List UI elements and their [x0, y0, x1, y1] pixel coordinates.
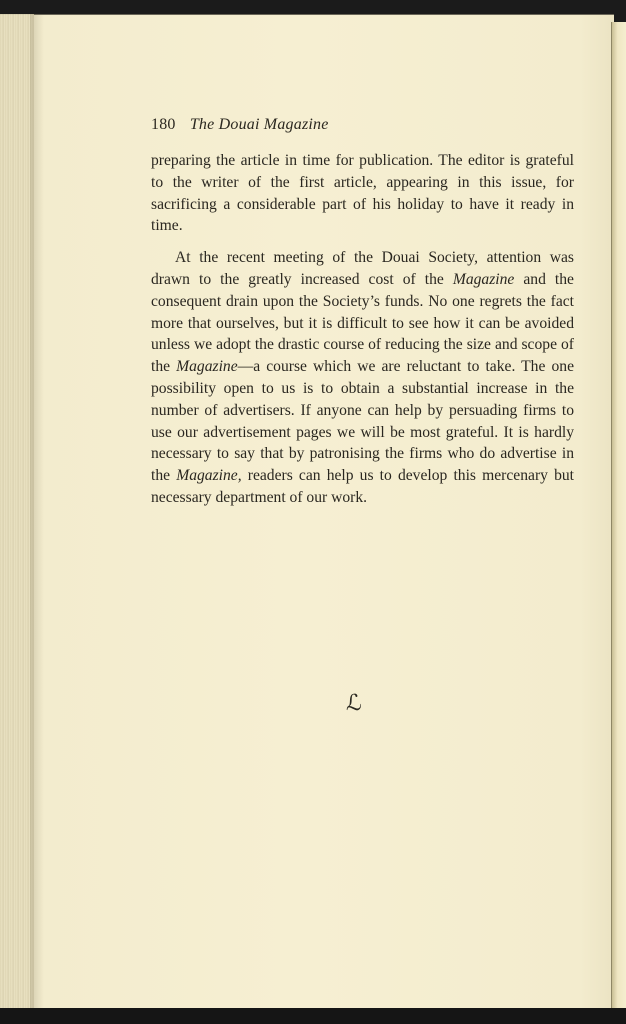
text-run: and the consequent drain upon the Society’s funds. No one regrets the fact more that ourselves, but it is difficult to see how it can be avoided unless we adopt the drastic course of reducing the size and scope of the	[151, 270, 574, 376]
italic-text: Magazine	[452, 270, 515, 288]
running-header	[151, 116, 329, 134]
cover-edge	[611, 22, 626, 1008]
running-title: The Douai Magazine	[189, 116, 329, 133]
gutter-shadow	[30, 14, 44, 1008]
paragraph	[151, 150, 574, 237]
text-run: —a course which we are reluctant to take. The one possibility open to us is to obtain a substantial increase in the number of advertisers. If anyone can help by persuading firms to use our advertisement pages we will be most grateful. It is hardly necessary to say that by patronising the firms who do advertise in the	[151, 358, 574, 485]
end-ornament: ℒ	[346, 690, 362, 715]
scan-border	[0, 1008, 626, 1024]
italic-text: Magazine,	[176, 467, 242, 485]
page-number: 180	[151, 116, 176, 133]
body-text	[151, 150, 574, 509]
paragraph	[151, 247, 574, 509]
italic-text: Magazine	[176, 358, 238, 376]
text-run: readers can help us to develop this mercenary but necessary department of our work.	[151, 467, 574, 506]
text-run: preparing the article in time for publication. The editor is grateful to the writer of the first article, appearing in this issue, for sacrificing a considerable part of his holiday to have it ready in time.	[151, 152, 574, 235]
text-run: At the recent meeting of the Douai Society, attention was drawn to the greatly increased cost of the	[151, 249, 574, 288]
page-edges	[0, 14, 34, 1008]
